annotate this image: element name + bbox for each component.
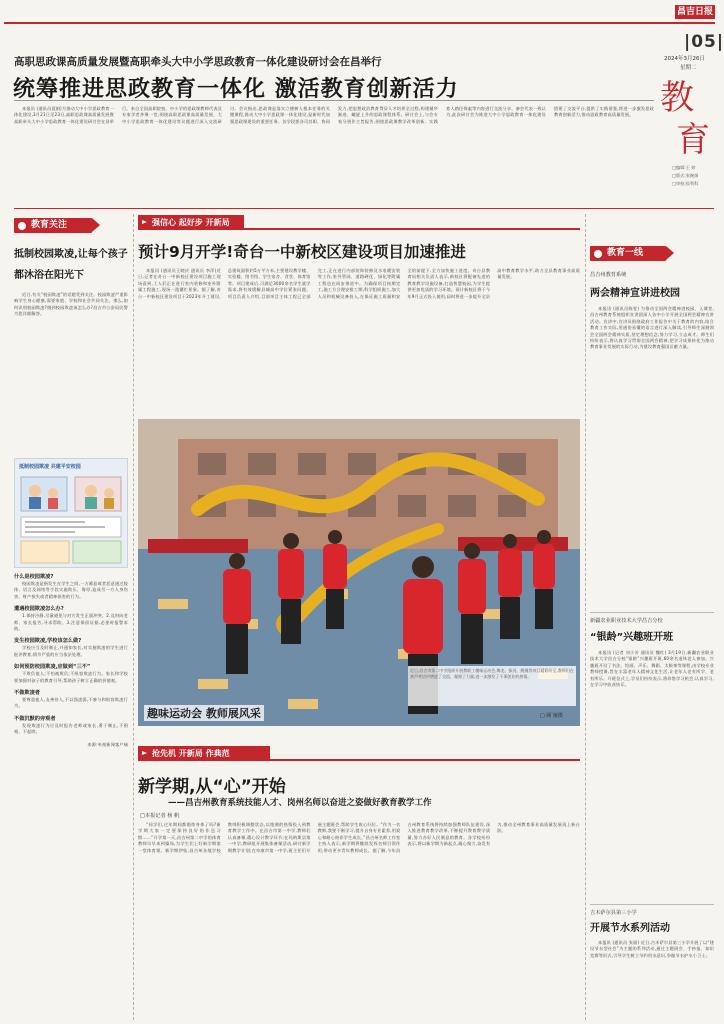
bottom-body: “同学们,过年期间都锻炼身体了吗?新学期大家一定要保持良好的作息习惯……”开学第一天,昌吉州第二中学的体育教师早早来到操场,为学生们上好新学期第一堂体育课。新学期伊始,昌吉州各地学校教师积极调整状态,以饱满的热情投入到教育教学工作中。在昌吉市第一中学,教师们认真备课,精心设计教学环节;在玛纳斯县第一中学,教研组开展集体备课活动,研讨新学期教学计划;在阜康市第一中学,班主任们开展主题班会,帮助学生收心归位。“作为一名教师,我要不断学习,提升自身专业素养,用爱心和耐心陪伴学生成长。”昌吉州名师工作室主持人表示,新学期将继续发挥名师引领作用,带动更多青年教师成长。据了解,今年昌吉州教育系统将持续加强教师队伍建设,深入推进教育教学改革,不断提升教育教学质量,努力办好人民满意的教育。各学校纷纷表示,将以新学期为新起点,凝心聚力,奋发有为,推动全州教育事业高质量发展再上新台阶。	[138, 822, 580, 853]
section-label-bottom-rule	[270, 759, 580, 761]
bottom-headline: 新学期,从“心”开始	[138, 777, 286, 797]
section-label-bottom: 抢先机 开新局 作典范	[138, 746, 270, 761]
qa-question: 什么是校园欺凌?	[14, 574, 54, 580]
section-label-frontline: 教育一线	[590, 246, 666, 261]
qa-item	[14, 690, 128, 710]
right-headline-2: “银龄”兴趣班开班	[590, 632, 674, 643]
left-source: 来源:央视新闻客户端	[87, 741, 128, 747]
qa-item	[14, 716, 128, 736]
top-rule	[14, 100, 654, 101]
qa-question: 不做欺凌者	[14, 690, 40, 697]
left-headline: 抵制校园欺凌,让每个孩子都沐浴在阳光下	[14, 249, 128, 281]
right-headline-3: 开展节水系列活动	[590, 923, 670, 934]
right-rule-1	[590, 612, 714, 613]
page-number: |05|	[684, 32, 724, 52]
feature-headline: 预计9月开学!奇台一中新校区建设项目加速推进	[138, 243, 466, 261]
qa-question: 如何预防校园欺凌,应做到“三不”	[14, 664, 91, 671]
right-rule-2	[590, 904, 714, 905]
anti-bullying-infographic	[14, 458, 128, 568]
right-source-2: 新疆农业职业技术大学昌吉分校	[590, 618, 663, 624]
right-body-2: 本报讯 (记者 刘小芳 通讯员 魏红) 3月19日,新疆农业职业技术大学昌吉分校“银龄”兴趣班开班,60余名退休老人参加。兴趣班开设了书法、绘画、声乐、舞蹈、太极拳等课程,由学校专业教师授课,旨在丰富老年人精神文化生活,让老年人老有所学、老有所乐。开班仪式上,学员们纷纷表示,将珍惜学习机会,认真学习,在学习中收获快乐。	[590, 650, 714, 688]
masthead-rule	[4, 22, 715, 24]
qa-question: 发生校园欺凌,学校该怎么做?	[14, 638, 82, 645]
top-story-body: 本报讯 (通讯员聂娟)为推动大中小学思政教育一体化建设,3月21日至23日,高职思政课高质量发展暨高职牵头大中小学思政教育一体化建设研讨会在昌举行。来自全国高职院校、中小学的思政课教师代表及专家学者齐聚一堂,围绕高职思政课高质量发展、大中小学思政教育一体化建设等议题进行深入交流研讨。会议指出,思政课是落实立德树人根本任务的关键课程,推动大中小学思政课一体化建设,是新时代加强思政课建设的重要任务。各学段要各司其职、协同发力,把思想政治教育贯穿人才培养全过程,构建循序渐进、螺旋上升的思政课程体系。研讨会上,与会专家分别作主旨报告,围绕思政课教学改革创新、实践育人路径探索等内容进行交流分享。参会代表一致认为,此次研讨会为推进大中小学思政教育一体化建设搭建了交流平台,提供了实践借鉴,将进一步激发思政教育创新活力,推动思政教育高质量发展。	[14, 106, 654, 124]
qa-answer: 校园欺凌是指发生在学生之间,一方蓄意或者恶意通过肢体、语言及网络等手段实施欺压、侮辱,造成另一方人身伤害、财产损失或者精神损害的行为。	[14, 581, 128, 599]
infographic-title: 抵制校园欺凌 共建平安校园	[19, 464, 81, 470]
qa-answer: 学校应当及时制止,并通知家长,对实施欺凌的学生进行批评教育,情节严重的应当依法处理。	[14, 645, 128, 657]
qa-answer: 发现欺凌行为应及时报告老师或家长,勇于制止,不围观、不起哄。	[14, 722, 128, 735]
bottom-subheadline: ——昌吉州教育系统技能人才、岗州名师以奋进之姿做好教育教学工作	[168, 798, 432, 808]
review-line: □审校:侯利科	[672, 181, 699, 186]
feature-body: 本报讯 (通讯员王晓庆 通讯员 李萍)近日,记者在奇台一中新校区建设项目施工现场看到,工人们正在进行室内装修和室外附属工程施工,现场一派繁忙景象。据了解,奇台一中新校区建设项目于2023年开工建设,总建筑面积约5万平方米,主要建设教学楼、实验楼、图书馆、学生宿舍、食堂、体育馆等。项目建成后,可满足3000余名学生就学需求,将有效缓解县城高中学位紧张问题。项目负责人介绍,目前项目主体工程已全部完工,正在进行内部装饰装修及水电暖安装等工作,室外管网、道路硬化、绿化等附属工程也在同步推进中。为确保项目按期完工,施工方合理安排工期,科学组织施工,加大人员和机械设备投入,在保证施工质量和安全的前提下,全力加快施工进度。奇台县教育局相关负责人表示,新校区将配备先进的教育教学设施设备,打造智慧校园,为学生提供更加优质的学习环境。预计新校区将于今年9月正式投入使用,届时将进一步提升全县高中教育教学水平,助力全县教育事业高质量发展。	[138, 268, 580, 299]
section-title-char-2: 育	[676, 120, 710, 160]
newspaper-logo: 昌吉日报	[676, 7, 713, 17]
right-column-divider	[585, 214, 586, 1020]
qa-answer: 不欺负他人;不怕被欺负;不纵容欺凌行为。家长和学校要加强对孩子的教育引导,帮助孩子树立正确的价值观。	[14, 671, 128, 683]
top-bottom-rule	[14, 208, 714, 209]
qa-question: 遭遇校园欺凌怎么办?	[14, 606, 64, 613]
qa-list	[14, 574, 128, 1020]
photo-title: 趣味运动会 教师展风采	[144, 705, 264, 721]
editor-line: □编辑:王 婷	[672, 165, 696, 170]
qa-question: 不做沉默的旁观者	[14, 715, 56, 722]
qa-answer: 1.保持冷静,尽量避免与对方发生正面冲突。2.及时向老师、家长报告,寻求帮助。3.注意保留证据,必要时报警求助。	[14, 613, 128, 632]
section-label-feature: 强信心 起好步 开新局	[138, 215, 244, 230]
section-label-education-focus: 教育关注	[14, 218, 92, 233]
issue-weekday: 星期二	[680, 65, 697, 71]
right-body-1: 本报讯 (通讯员陈雯) 为推动全国两会精神进校园、入课堂,昌吉州教育系统组织宣讲团深入各中小学开展全国两会精神宣讲活动。宣讲中,宣讲员围绕政府工作报告中关于教育的内容,结合教育工作实际,用通俗易懂的语言进行深入解读,引导师生深刻领会全国两会精神实质,坚定理想信念,努力学习,立志成才。师生们纷纷表示,将认真学习贯彻全国两会精神,把学习成果转化为推动教育事业发展的实际行动,为建设教育强国贡献力量。	[590, 306, 714, 350]
layout-line: □版式:张婉娟	[672, 173, 699, 178]
top-story-headline: 统筹推进思政教育一体化 激活教育创新活力	[13, 77, 459, 102]
left-intro: 近日,有关“校园欺凌”的话题受到关注。校园欺凌严重影响学生身心健康,需要家庭、学校和社会共同关注。那么,如何识别校园欺凌?遇到校园欺凌该怎么办?昌吉市公安局民警为您详细解答。	[14, 292, 128, 317]
infographic-illustration	[15, 471, 129, 571]
issue-date: 2024年3月26日	[664, 56, 705, 62]
section-title-char-1: 教	[660, 78, 694, 118]
right-headline-1: 两会精神宣讲进校园	[590, 288, 680, 299]
right-source-3: 吉木萨尔县第三小学	[590, 910, 637, 916]
section-label-feature-rule	[244, 228, 580, 230]
editor-credits	[672, 164, 714, 188]
top-story-kicker: 高职思政课高质量发展暨高职牵头大中小学思政教育一体化建设研讨会在昌举行	[14, 56, 382, 68]
qa-item	[14, 638, 128, 658]
photo-caption: 近日,昌吉市第二中学组织开展教职工趣味运动会,舞龙、拔河、跳绳等项目精彩纷呈,教师们在欢声笑语中增进了交流、凝聚了力量,进一步激发了干事创业的热情。	[408, 666, 576, 706]
qa-item	[14, 574, 128, 600]
qa-item	[14, 606, 128, 632]
qa-item	[14, 664, 128, 684]
right-body-3: 本报讯 (通讯员 张丽) 近日,吉木萨尔县第三小学开展了以“建设节水型社会”为主题的系列活动,通过主题班会、手抄报、知识竞赛等形式,引导学生树立节约用水意识,争做节水护水小卫士。	[590, 940, 714, 958]
bottom-byline: □本报记者 杨 帆	[140, 813, 180, 819]
left-column-divider	[133, 214, 134, 1020]
photo-credit: □ 顾 娅摄	[540, 713, 563, 719]
right-source-1: 昌吉州教育系统	[590, 272, 627, 278]
qa-answer: 要尊重他人,友善待人,不以强凌弱,不参与和纵容欺凌行为。	[14, 697, 128, 709]
